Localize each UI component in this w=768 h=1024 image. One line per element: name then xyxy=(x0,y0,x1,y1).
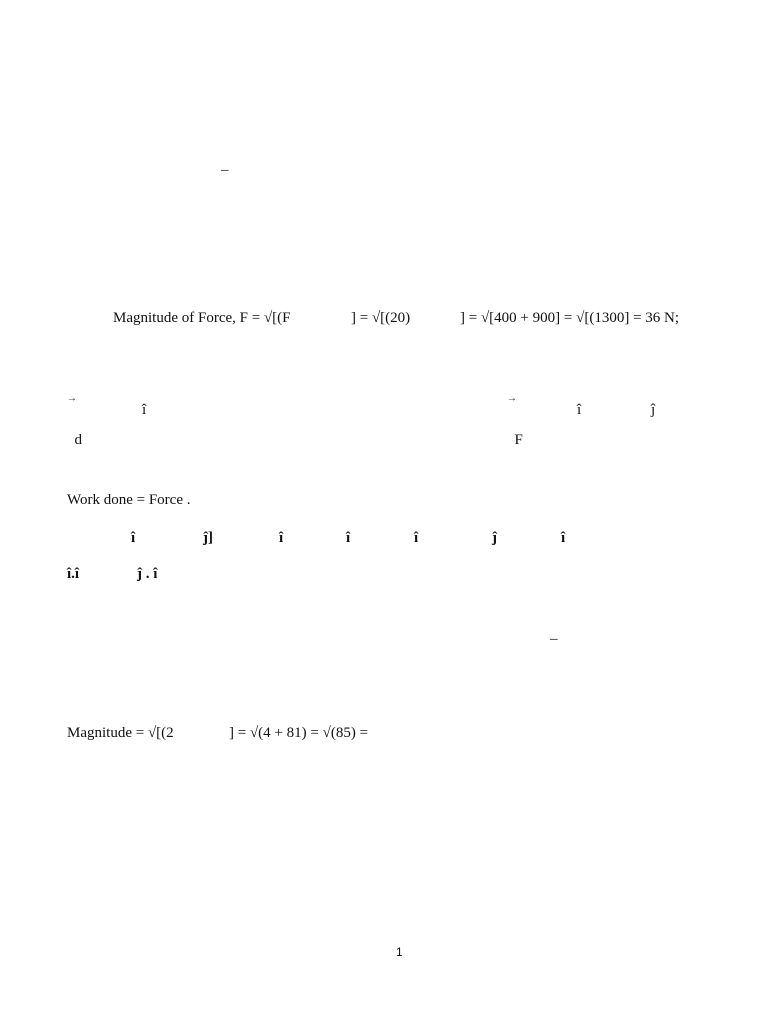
force-magnitude-label: Magnitude of Force, F = √[(F xyxy=(113,310,291,326)
vector-arrow-icon: → xyxy=(67,393,77,404)
force-magnitude-result: ] = √[400 + 900] = √[(1300] = 36 N; xyxy=(460,310,680,326)
work-done-label: Work done = Force . xyxy=(67,492,191,508)
force-magnitude-step1: ] = √[(20) xyxy=(351,310,411,326)
unit-vector-i: î xyxy=(577,402,582,418)
unit-vector-j: ĵ xyxy=(492,530,497,546)
unit-vector-i: î xyxy=(561,530,566,546)
unit-vector-j: ĵ xyxy=(651,402,656,418)
unit-vector-i: î xyxy=(279,530,284,546)
vector-d-letter: d xyxy=(74,432,82,448)
magnitude-result: ] = √(4 + 81) = √(85) = xyxy=(229,725,369,741)
unit-vector-i: î xyxy=(346,530,351,546)
dot-product-ji: ĵ . î xyxy=(137,566,158,582)
page-number: 1 xyxy=(396,945,403,959)
vector-arrow-icon: → xyxy=(507,393,517,404)
vector-f-letter: F xyxy=(514,432,523,448)
vector-f xyxy=(507,393,523,448)
dot-product-ii: î.î xyxy=(67,566,80,582)
magnitude-label: Magnitude = √[(2 xyxy=(67,725,174,741)
unit-vector-j-bracket: ĵ] xyxy=(203,530,213,546)
vector-d xyxy=(67,393,82,448)
unit-vector-i: î xyxy=(142,402,147,418)
unit-vector-i: î xyxy=(414,530,419,546)
stray-dash-mid: – xyxy=(550,631,558,647)
unit-vector-i: î xyxy=(131,530,136,546)
stray-dash-top: – xyxy=(221,162,229,178)
